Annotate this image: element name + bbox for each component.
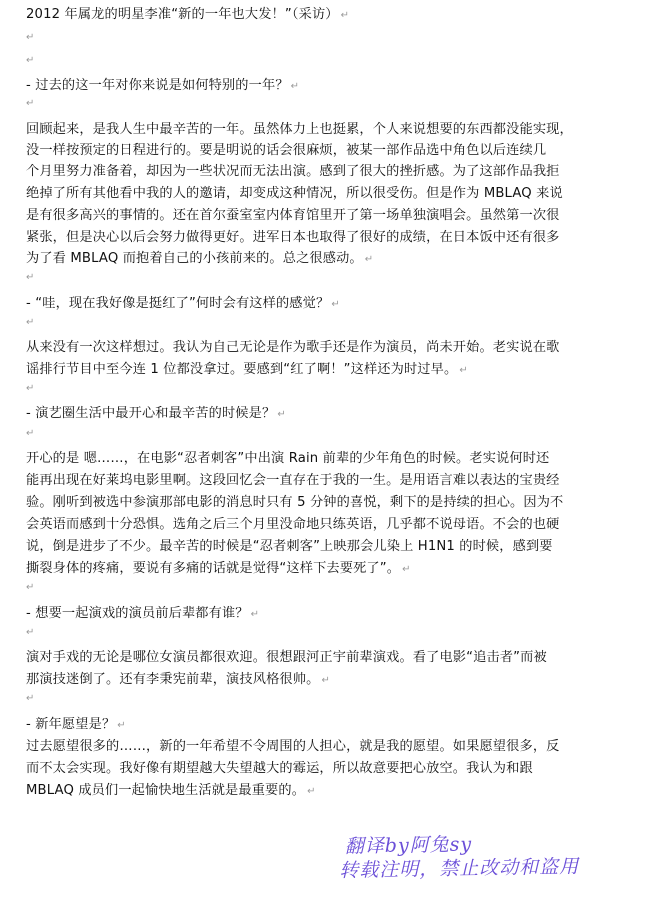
question-text: - 新年愿望是？ bbox=[26, 717, 116, 732]
answer-text: 演对手戏的无论是哪位女演员都很欢迎。很想跟河正宇前辈演戏。看了电影“追击者”而被 bbox=[26, 650, 547, 665]
empty-paragraph-mark-icon: ↵ bbox=[26, 55, 35, 66]
answer-line bbox=[26, 516, 560, 534]
empty-paragraph-mark-icon: ↵ bbox=[26, 582, 35, 593]
question-1 bbox=[26, 77, 299, 96]
empty-paragraph-mark-icon: ↵ bbox=[26, 383, 35, 394]
answer-line bbox=[26, 339, 560, 357]
answer-line bbox=[26, 185, 563, 203]
empty-paragraph-mark-icon: ↵ bbox=[26, 272, 35, 283]
answer-text: 能再出现在好莱坞电影里啊。这段回忆会一直存在于我的一生。是用语言难以表达的宝贵经 bbox=[26, 473, 560, 488]
question-text: - 想要一起演戏的演员前后辈都有谁？ bbox=[26, 606, 249, 621]
answer-line bbox=[26, 361, 468, 380]
question-text: - 演艺圈生活中最开心和最辛苦的时候是？ bbox=[26, 406, 276, 421]
answer-text: 回顾起来，是我人生中最辛苦的一年。虽然体力上也挺累，个人来说想要的东西都没能实现， bbox=[26, 122, 573, 137]
paragraph-mark-icon: ↵ bbox=[117, 720, 126, 731]
answer-line bbox=[26, 250, 373, 269]
answer-line bbox=[26, 760, 533, 778]
answer-line bbox=[26, 207, 560, 225]
answer-text: 为了看 MBLAQ 而抱着自己的小孩前来的。总之很感动。 bbox=[26, 251, 363, 266]
answer-text: 验。刚听到被选中参演那部电影的消息时只有 5 分钟的喜悦，剩下的是持续的担心。因为不 bbox=[26, 495, 564, 510]
question-5 bbox=[26, 716, 126, 735]
title-text: 2012 年属龙的明星李准“新的一年也大发！”（采访） bbox=[26, 7, 339, 22]
answer-line bbox=[26, 494, 563, 512]
answer-line bbox=[26, 450, 549, 468]
answer-text: 个月里努力准备着，却因为一些状况而无法出演。感到了很大的挫折感。为了这部作品我拒 bbox=[26, 164, 560, 179]
answer-text: 没一样按预定的日程进行的。要是明说的话会很麻烦，被某一部作品选中角色以后连续几 bbox=[26, 143, 547, 158]
question-text: - “哇，现在我好像是挺红了”何时会有这样的感觉？ bbox=[26, 296, 330, 311]
question-2 bbox=[26, 295, 340, 314]
answer-line bbox=[26, 163, 560, 181]
answer-text: 从来没有一次这样想过。我认为自己无论是作为歌手还是作为演员，尚未开始。老实说在歌 bbox=[26, 340, 560, 355]
answer-text: 会英语而感到十分恐惧。选角之后三个月里没命地只练英语，几乎都不说母语。不会的也硬 bbox=[26, 517, 560, 532]
watermark-line-2: 转载注明，禁止改动和盗用 bbox=[339, 855, 580, 882]
answer-line bbox=[26, 472, 560, 490]
paragraph-mark-icon: ↵ bbox=[307, 786, 316, 797]
paragraph-mark-icon: ↵ bbox=[321, 675, 330, 686]
answer-line bbox=[26, 649, 547, 667]
answer-text: 是有很多高兴的事情的。还在首尔蚕室室内体育馆里开了第一场单独演唱会。虽然第一次很 bbox=[26, 208, 560, 223]
answer-text: MBLAQ 成员们一起愉快地生活就是最重要的。 bbox=[26, 783, 306, 798]
answer-line bbox=[26, 782, 316, 801]
answer-line bbox=[26, 538, 553, 556]
answer-text: 紧张，但是决心以后会努力做得更好。进军日本也取得了很好的成绩，在日本饭中还有很多 bbox=[26, 230, 560, 245]
question-text: - 过去的这一年对你来说是如何特别的一年？ bbox=[26, 78, 289, 93]
answer-line bbox=[26, 121, 573, 139]
empty-paragraph-mark-icon: ↵ bbox=[26, 428, 35, 439]
question-3 bbox=[26, 405, 286, 424]
empty-paragraph-mark-icon: ↵ bbox=[26, 98, 35, 109]
watermark-line-1: 翻译by阿兔sy bbox=[344, 833, 473, 858]
answer-text: 撕裂身体的疼痛，要说有多痛的话就是觉得“这样下去要死了”。 bbox=[26, 561, 401, 576]
paragraph-mark-icon: ↵ bbox=[364, 254, 374, 265]
translator-watermark bbox=[339, 829, 646, 882]
paragraph-mark-icon: ↵ bbox=[331, 299, 340, 310]
empty-paragraph-mark-icon: ↵ bbox=[26, 693, 35, 704]
answer-text: 说，倒是进步了不少。最辛苦的时候是“忍者刺客”上映那会儿染上 H1N1 的时候，感到要 bbox=[26, 539, 553, 554]
empty-paragraph-mark-icon: ↵ bbox=[26, 32, 35, 43]
answer-text: 开心的是 嗯……，在电影“忍者刺客”中出演 Rain 前辈的少年角色的时候。老实说何时还 bbox=[26, 451, 550, 466]
paragraph-mark-icon: ↵ bbox=[459, 365, 468, 376]
empty-paragraph-mark-icon: ↵ bbox=[26, 317, 35, 328]
question-4 bbox=[26, 605, 259, 624]
paragraph-mark-icon: ↵ bbox=[277, 409, 286, 420]
paragraph-mark-icon: ↵ bbox=[290, 81, 300, 92]
answer-line bbox=[26, 142, 546, 160]
answer-line bbox=[26, 671, 330, 690]
paragraph-mark-icon: ↵ bbox=[250, 609, 260, 620]
document-title bbox=[26, 6, 349, 25]
answer-text: 那演技迷倒了。还有李秉宪前辈，演技风格很帅。 bbox=[26, 672, 320, 687]
answer-line bbox=[26, 738, 560, 756]
answer-text: 过去愿望很多的……，新的一年希望不令周围的人担心，就是我的愿望。如果愿望很多，反 bbox=[26, 739, 560, 754]
paragraph-mark-icon: ↵ bbox=[340, 10, 350, 21]
answer-line bbox=[26, 560, 411, 579]
answer-text: 而不太会实现。我好像有期望越大失望越大的霉运，所以故意要把心放空。我认为和跟 bbox=[26, 761, 533, 776]
answer-text: 谣排行节目中至今连 1 位都没拿过。要感到“红了啊！”这样还为时过早。 bbox=[26, 362, 458, 377]
answer-text: 绝掉了所有其他看中我的人的邀请，却变成这种情况，所以很受伤。但是作为 MBLAQ 来说 bbox=[26, 186, 563, 201]
empty-paragraph-mark-icon: ↵ bbox=[26, 627, 35, 638]
paragraph-mark-icon: ↵ bbox=[402, 564, 411, 575]
answer-line bbox=[26, 229, 560, 247]
